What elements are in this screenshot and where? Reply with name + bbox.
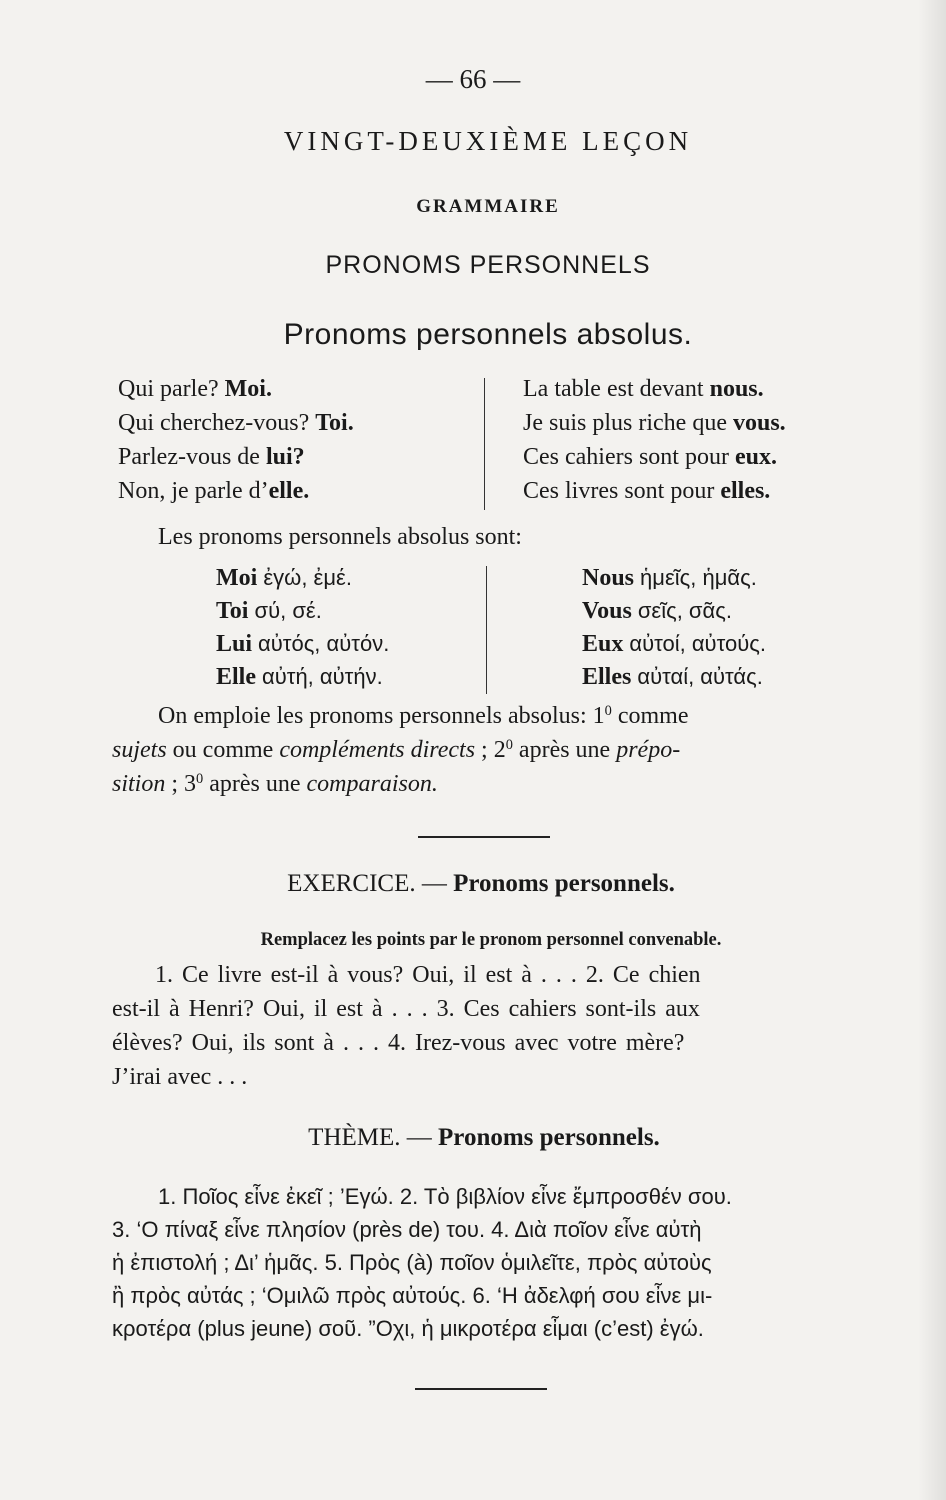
pronoun-row <box>216 598 322 625</box>
example-line <box>118 478 309 505</box>
theme-heading <box>0 1124 946 1152</box>
usage-text: après une <box>203 771 307 797</box>
usage-term: sition <box>112 771 166 797</box>
example-pronoun: elle. <box>268 478 310 504</box>
exercise-line: 1. Ce livre est-il à vous? Oui, il est à . . . 2. Ce chien <box>155 962 701 988</box>
pronoun-greek: σύ, σέ. <box>254 598 322 623</box>
theme-line: κροτέρα (plus jeune) σοῦ. ”Οχι, ἡ μικροτέρα εἶμαι (c’est) ἐγώ. <box>112 1316 704 1341</box>
example-pronoun: elles. <box>720 478 771 504</box>
theme-heading-label: THÈME. — <box>308 1124 439 1151</box>
usage-line <box>112 737 680 764</box>
pronoun-row <box>216 631 389 658</box>
ordinal-mark: 0 <box>196 771 204 788</box>
pronoun-row <box>582 664 763 691</box>
example-pronoun: vous. <box>732 410 786 436</box>
pronoun-french: Vous <box>582 598 632 624</box>
pronoun-greek: ἐγώ, ἐμέ. <box>263 565 352 590</box>
example-text: Qui parle? <box>118 376 225 402</box>
theme-line: 1. Ποῖος εἶνε ἐκεῖ ; ’Εγώ. 2. Τὸ βιβλίον εἶνε ἔμπροσθέν σου. <box>158 1184 732 1209</box>
column-divider <box>486 566 487 694</box>
lesson-title: VINGT-DEUXIÈME LEÇON <box>283 126 693 156</box>
pronoun-greek: αὐτή, αὐτήν. <box>262 664 383 689</box>
pronoun-row <box>216 664 383 691</box>
pronoun-french: Moi <box>216 565 258 591</box>
example-pronoun: Toi. <box>315 410 354 436</box>
example-text: Je suis plus riche que <box>523 410 733 436</box>
column-divider <box>484 378 485 510</box>
page-number: — 66 — <box>425 64 521 94</box>
theme-line: ἡ ἐπιστολή ; Δι’ ἡμᾶς. 5. Πρὸς (à) ποῖον ὁμιλεῖτε, πρὸς αὐτοὺς <box>112 1250 712 1275</box>
pronoun-french: Elle <box>216 664 256 690</box>
usage-term: sujets <box>112 737 167 763</box>
pronoun-row <box>582 631 766 658</box>
ordinal-mark: 0 <box>505 737 513 754</box>
ordinal-mark: 0 <box>604 703 612 720</box>
example-line <box>118 410 354 437</box>
pronoun-greek: αὐταί, αὐτάς. <box>637 664 763 689</box>
theme-line: ἢ πρὸς αὐτάς ; ‘Ομιλῶ πρὸς αὐτούς. 6. ‘Η ἀδελφή σου εἶνε μι- <box>112 1283 713 1308</box>
example-line <box>523 376 764 403</box>
subtopic-title: Pronoms personnels absolus. <box>283 318 693 351</box>
usage-term: comparaison. <box>306 771 438 797</box>
example-line <box>118 444 305 471</box>
section-divider <box>418 836 550 838</box>
example-pronoun: lui? <box>265 444 305 470</box>
pronoun-french: Elles <box>582 664 632 690</box>
exercise-heading <box>0 870 946 898</box>
example-line <box>523 444 777 471</box>
pronoun-row <box>216 565 352 592</box>
usage-term: compléments directs <box>279 737 476 763</box>
pronoun-french: Lui <box>216 631 253 657</box>
usage-text: comme <box>611 703 689 729</box>
pronoun-french: Eux <box>582 631 624 657</box>
usage-text: On emploie les pronoms personnels absolus: 1 <box>158 703 605 729</box>
pronoun-greek: αὐτός, αὐτόν. <box>258 631 390 656</box>
usage-term: prépo- <box>616 737 681 763</box>
pronoun-french: Nous <box>582 565 635 591</box>
pronoun-greek: αὐτοί, αὐτούς. <box>629 631 766 656</box>
example-line <box>523 478 770 505</box>
exercise-instruction: Remplacez les points par le pronom personnel convenable. <box>260 930 722 950</box>
usage-text: ; 3 <box>165 771 197 797</box>
theme-heading-topic: Pronoms personnels. <box>438 1124 660 1151</box>
example-text: Ces cahiers sont pour <box>523 444 735 470</box>
pronoun-greek: ἡμεῖς, ἡμᾶς. <box>640 565 757 590</box>
usage-line <box>158 703 688 730</box>
exercise-heading-label: EXERCICE. — <box>287 870 454 897</box>
exercise-line: est-il à Henri? Oui, il est à . . . 3. Ces cahiers sont-ils aux <box>112 996 700 1022</box>
pronoun-row <box>582 598 732 625</box>
example-text: Ces livres sont pour <box>523 478 721 504</box>
example-pronoun: Moi. <box>224 376 272 402</box>
example-text: La table est devant <box>523 376 710 402</box>
pronoun-french: Toi <box>216 598 249 624</box>
exercise-heading-topic: Pronoms personnels. <box>453 870 675 897</box>
example-pronoun: eux. <box>734 444 777 470</box>
usage-line <box>112 771 438 798</box>
exercise-line: élèves? Oui, ils sont à . . . 4. Irez-vous avec votre mère? <box>112 1030 685 1056</box>
page-edge-shadow <box>918 0 946 1500</box>
section-label: GRAMMAIRE <box>416 196 560 217</box>
example-line <box>523 410 786 437</box>
usage-text: ; 2 <box>475 737 506 763</box>
pronoun-row <box>582 565 757 592</box>
pronoun-greek: σεῖς, σᾶς. <box>637 598 732 623</box>
example-text: Qui cherchez-vous? <box>118 410 316 436</box>
example-text: Non, je parle d’ <box>118 478 269 504</box>
pronouns-intro: Les pronoms personnels absolus sont: <box>158 524 522 550</box>
example-pronoun: nous. <box>709 376 764 402</box>
example-text: Parlez-vous de <box>118 444 266 470</box>
section-divider <box>415 1388 547 1390</box>
usage-text: après une <box>512 737 617 763</box>
example-line <box>118 376 272 403</box>
exercise-line: J’irai avec . . . <box>112 1064 248 1090</box>
usage-text: ou comme <box>166 737 280 763</box>
theme-line: 3. ‘Ο πίναξ εἶνε πλησίον (près de) του. 4. Διὰ ποῖον εἶνε αὐτὴ <box>112 1217 702 1242</box>
topic-title: PRONOMS PERSONNELS <box>325 251 651 279</box>
